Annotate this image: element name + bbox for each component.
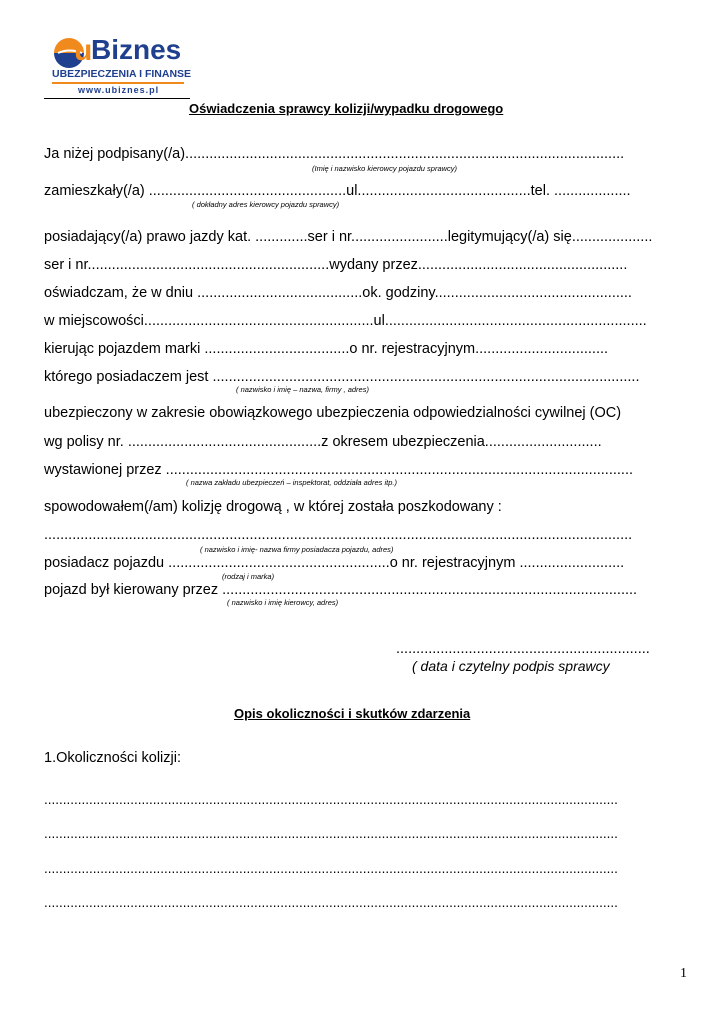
blank-line: ......................................................................................................................................................... <box>44 826 618 841</box>
form-line-policy: wg polisy nr. ................................................z okresem ubezpieczenia............................. <box>44 434 602 450</box>
form-line-place: w miejscowości.........................................................ul................................................................. <box>44 313 647 329</box>
logo-brand-name: Biznes <box>91 34 182 65</box>
hint-owner: ( nazwisko i imię – nazwa, firmy , adres) <box>236 385 369 394</box>
hint-victim: ( nazwisko i imię- nazwa firmy posiadacza pojazdu, adres) <box>200 545 394 554</box>
blank-line: ......................................................................................................................................................... <box>44 861 618 876</box>
form-line-owner: którego posiadaczem jest .......................................................................................................... <box>44 369 640 385</box>
hint-insurer: ( nazwa zakładu ubezpieczeń – inspektorat, oddziała adres itp.) <box>186 478 397 487</box>
form-line-id-series: ser i nr............................................................wydany przez.................................................... <box>44 257 628 273</box>
document-title: Oświadczenia sprawcy kolizji/wypadku drogowego <box>189 101 504 116</box>
logo-brand-prefix: u <box>74 34 93 67</box>
form-line-victim: .................................................................................................................................................. <box>44 527 633 543</box>
blank-line: ......................................................................................................................................................... <box>44 895 618 910</box>
form-line-holder: posiadacz pojazdu .......................................................o nr. rejestracyjnym .......................... <box>44 555 625 571</box>
signature-line: ............................................................... <box>396 641 650 657</box>
form-line-vehicle: kierując pojazdem marki ....................................o nr. rejestracyjnym................................. <box>44 341 609 357</box>
logo-tagline: UBEZPIECZENIA I FINANSE <box>52 68 192 80</box>
form-line-collision: spowodowałem(/am) kolizję drogową , w której została poszkodowany : <box>44 499 502 515</box>
hint-driver-address: ( dokładny adres kierowcy pojazdu sprawcy) <box>192 200 340 209</box>
form-line-license: posiadający(/a) prawo jazdy kat. .............ser i nr........................legitymujący(/a) się.................... <box>44 229 653 245</box>
header-rule <box>44 98 190 99</box>
form-line-insured: ubezpieczony w zakresie obowiązkowego ubezpieczenia odpowiedzialności cywilnej (OC) <box>44 405 622 421</box>
signature-label: ( data i czytelny podpis sprawcy <box>412 658 610 674</box>
section-title: Opis okoliczności i skutków zdarzenia <box>234 706 471 721</box>
logo-url: www.ubiznes.pl <box>78 85 160 95</box>
company-logo <box>44 30 194 102</box>
hint-driver: ( nazwisko i imię kierowcy, adres) <box>227 598 339 607</box>
logo-divider <box>52 82 184 84</box>
section-item-circumstances: 1.Okoliczności kolizji: <box>44 750 181 766</box>
hint-vehicle-type: (rodzaj i marka) <box>222 572 275 581</box>
form-line-address: zamieszkały(/a) .................................................ul...........................................tel. ................... <box>44 183 631 199</box>
form-line-issuer: wystawionej przez .................................................................................................................... <box>44 462 633 478</box>
form-line-name: Ja niżej podpisany(/a)............................................................................................................. <box>44 146 625 162</box>
form-line-driven-by: pojazd był kierowany przez ....................................................................................................... <box>44 582 638 598</box>
blank-line: ......................................................................................................................................................... <box>44 792 618 807</box>
form-line-date: oświadczam, że w dniu .........................................ok. godziny................................................. <box>44 285 632 301</box>
page-number: 1 <box>680 966 687 981</box>
hint-driver-name: (Imię i nazwisko kierowcy pojazdu sprawcy) <box>312 164 458 173</box>
